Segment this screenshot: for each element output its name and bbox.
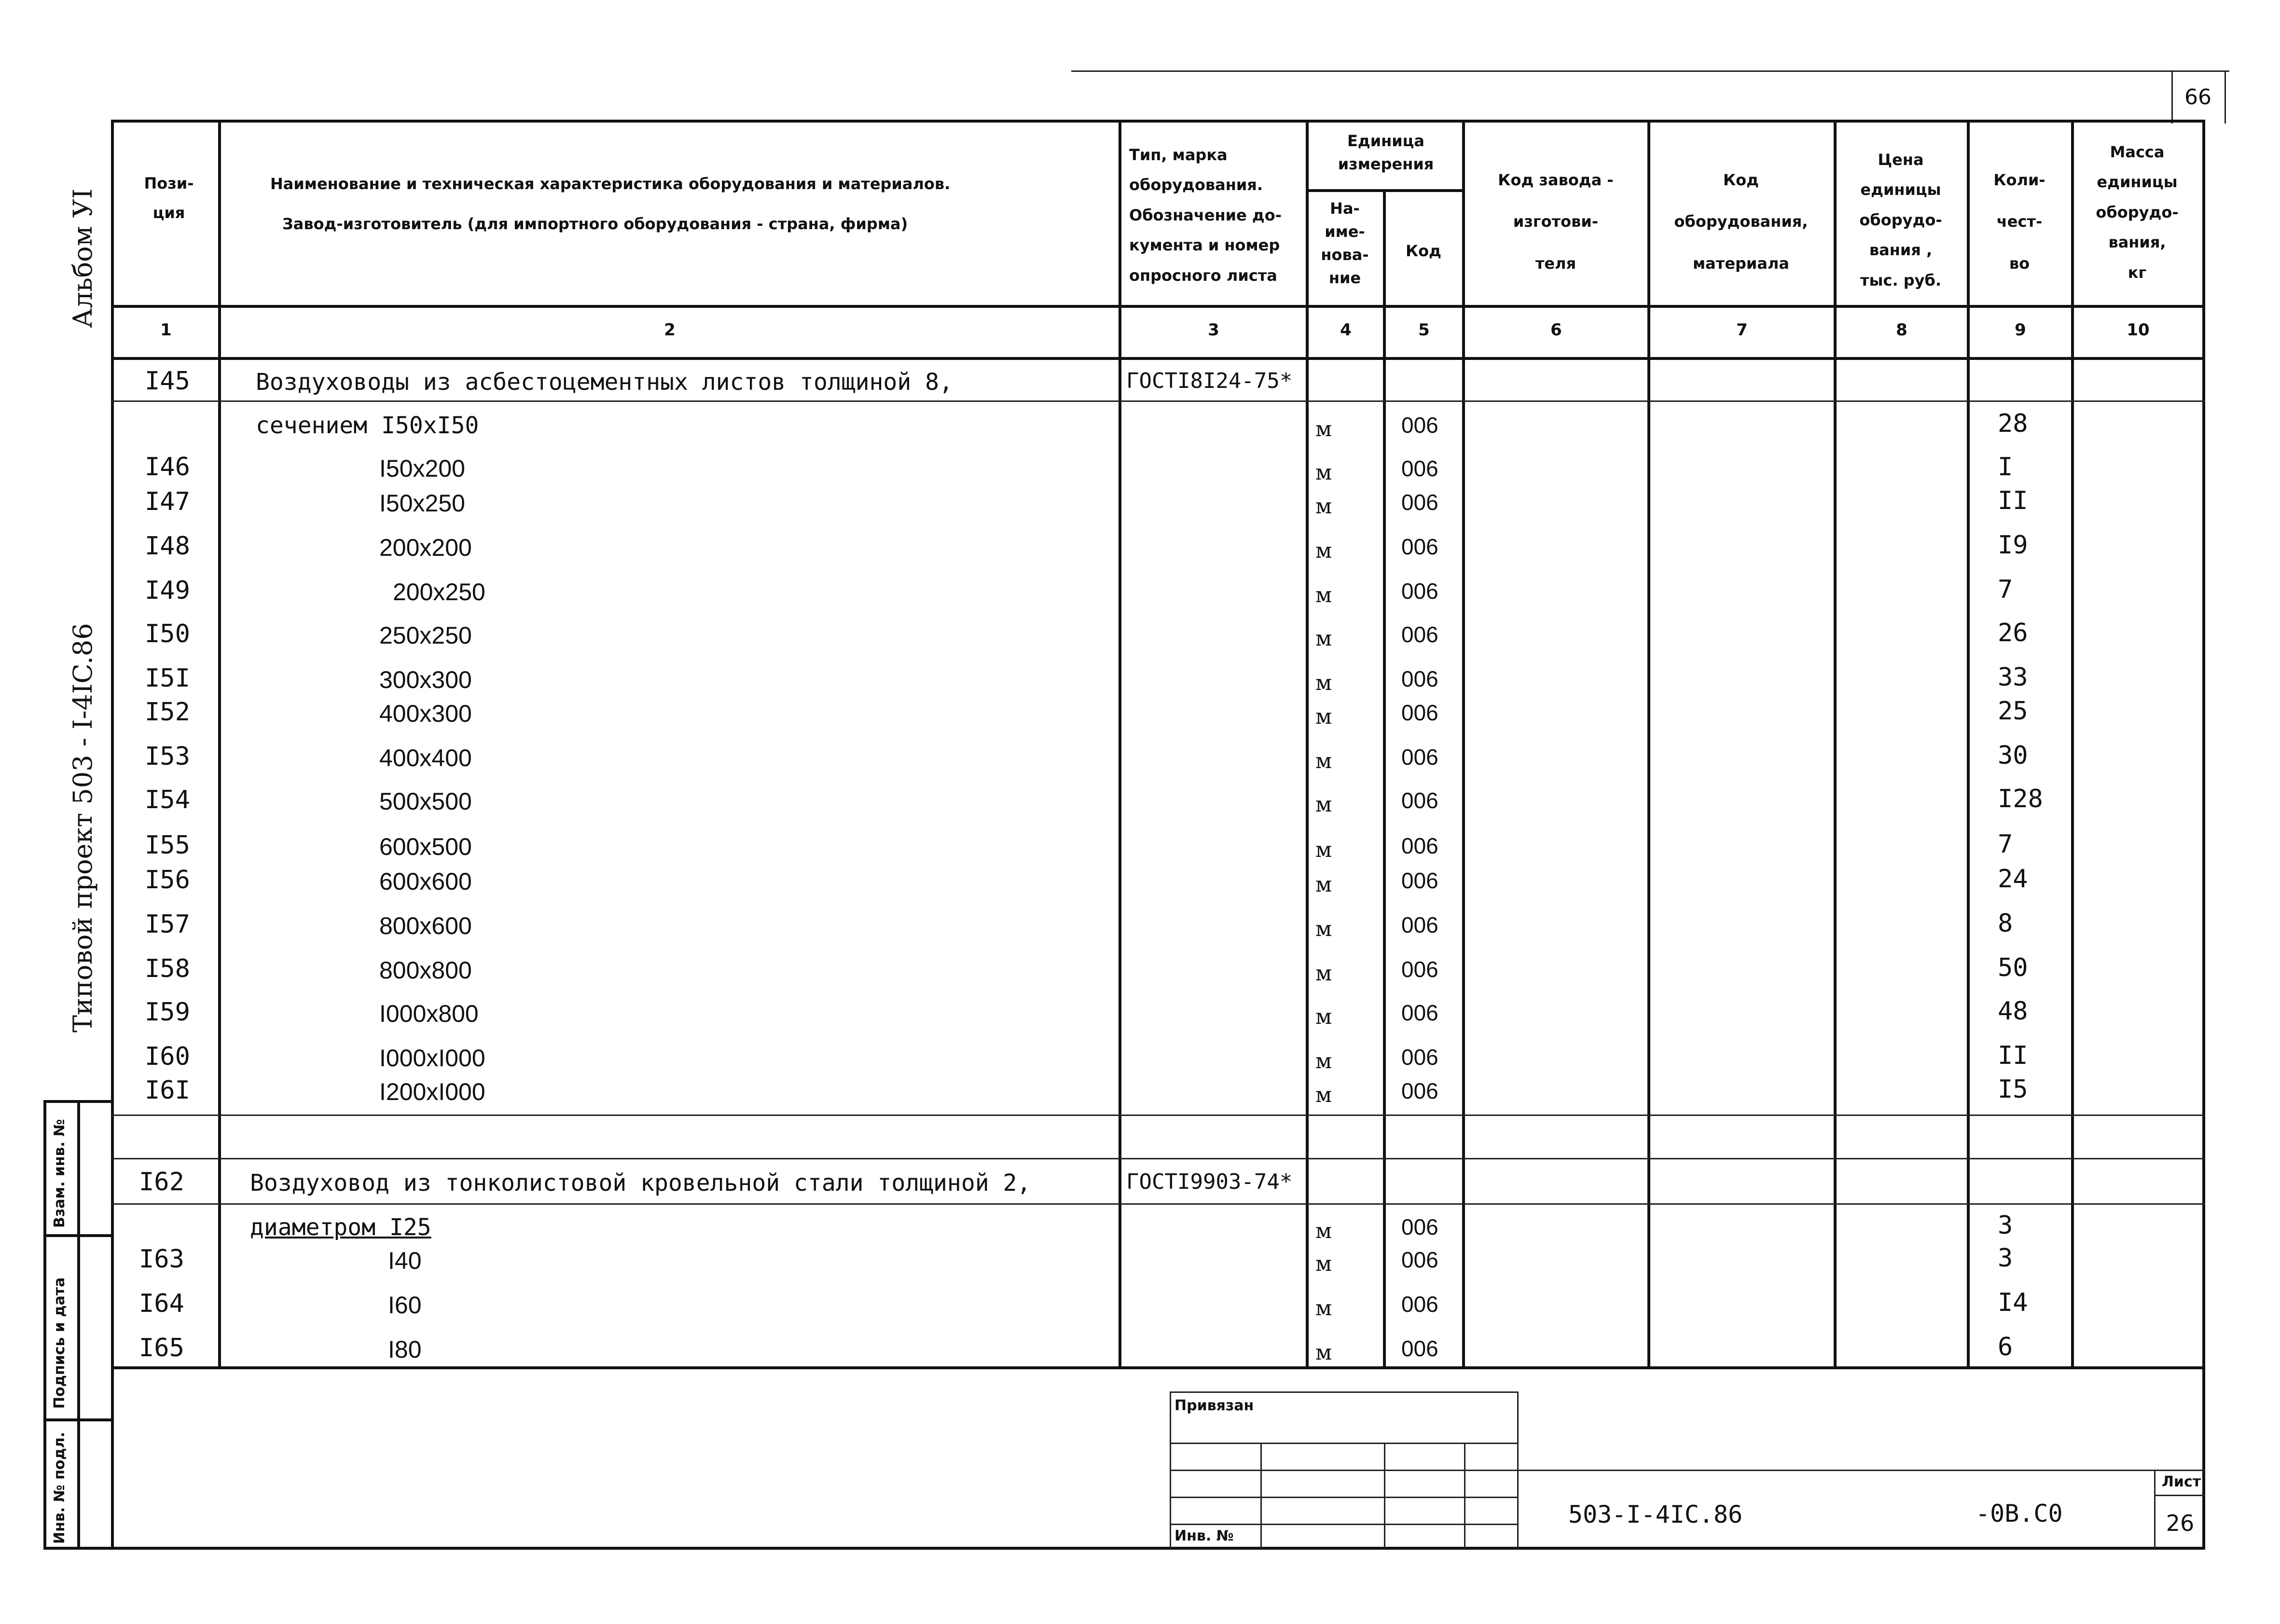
row-quantity: I5 <box>1998 1075 2028 1104</box>
header-col1: Пози- ция <box>144 174 194 222</box>
row-name: Воздуховоды из асбестоцементных листов толщиной 8, <box>256 369 953 396</box>
row-code: 006 <box>1401 1292 1438 1317</box>
row-unit: м <box>1315 1083 1332 1107</box>
row-position: I6I <box>145 1076 190 1105</box>
row-unit: м <box>1315 1252 1332 1276</box>
row-unit: м <box>1315 538 1332 563</box>
row-quantity: 3 <box>1998 1244 2013 1273</box>
row-position: I55 <box>145 831 190 860</box>
row-unit: м <box>1315 1005 1332 1029</box>
row-unit: м <box>1315 1340 1332 1365</box>
row-position: I58 <box>145 954 190 983</box>
header-col6: Код завода - изготови- теля <box>1498 171 1614 273</box>
row-name: 800x600 <box>379 912 472 939</box>
row-unit: м <box>1315 704 1332 729</box>
row-name: диаметром I25 <box>250 1214 431 1241</box>
row-quantity: II <box>1998 1041 2028 1070</box>
row-quantity: I28 <box>1998 784 2043 813</box>
row-name: 200x250 <box>393 578 485 606</box>
row-name: 600x500 <box>379 833 472 860</box>
header-unit-group: Единица измерения <box>1338 132 1434 173</box>
row-position: I57 <box>145 910 190 939</box>
row-position: I49 <box>145 576 190 605</box>
row-code: 006 <box>1401 456 1438 481</box>
row-quantity: 48 <box>1998 997 2028 1026</box>
row-name: 400x400 <box>379 744 472 771</box>
row-unit: м <box>1315 494 1332 519</box>
row-code: 006 <box>1401 1078 1438 1103</box>
colnum-4: 4 <box>1340 320 1352 340</box>
row-quantity: I9 <box>1998 531 2028 560</box>
signature-date-label: Подпись и дата <box>51 1277 68 1409</box>
colnum-6: 6 <box>1550 320 1562 340</box>
row-unit: м <box>1315 583 1332 607</box>
header-col7: Код оборудования, материала <box>1674 171 1808 273</box>
header-col4: На- име- нова- ние <box>1321 199 1369 287</box>
album-label: Альбом УI <box>68 188 98 328</box>
row-quantity: 33 <box>1998 663 2028 692</box>
row-unit: м <box>1315 792 1332 817</box>
row-code: 006 <box>1401 1247 1438 1272</box>
colnum-8: 8 <box>1896 320 1907 340</box>
row-unit: м <box>1315 417 1332 441</box>
row-code: 006 <box>1401 578 1438 604</box>
row-quantity: 8 <box>1998 909 2013 938</box>
row-name: 200x200 <box>379 534 472 561</box>
row-unit: м <box>1315 838 1332 862</box>
row-code: 006 <box>1401 666 1438 691</box>
row-name: сечением I50xI50 <box>256 412 479 439</box>
vzam-inv-label: Взам. инв. № <box>51 1119 68 1228</box>
row-name: 250x250 <box>379 622 472 649</box>
row-quantity: 7 <box>1998 575 2013 604</box>
row-name: 400x300 <box>379 700 472 727</box>
row-quantity: 24 <box>1998 865 2028 894</box>
sheet-number: 26 <box>2166 1510 2195 1536</box>
header-col10: Масса единицы оборудо- вания, кг <box>2096 143 2179 282</box>
row-unit: м <box>1315 917 1332 941</box>
row-position: I59 <box>145 998 190 1027</box>
row-code: 006 <box>1401 1045 1438 1070</box>
row-name: I50x250 <box>379 490 465 517</box>
row-code: 006 <box>1401 490 1438 515</box>
row-position: I63 <box>139 1245 184 1274</box>
colnum-2: 2 <box>664 320 676 340</box>
row-name: I200xI000 <box>379 1078 485 1105</box>
inv-no-label: Инв. № <box>1175 1528 1234 1544</box>
row-unit: м <box>1315 626 1332 651</box>
row-position: I56 <box>145 866 190 895</box>
row-position: I45 <box>145 367 190 396</box>
row-position: I47 <box>145 487 190 516</box>
sheet-label: Лист <box>2162 1473 2201 1490</box>
colnum-1: 1 <box>160 320 172 340</box>
row-code: 006 <box>1401 622 1438 647</box>
row-unit: м <box>1315 749 1332 773</box>
row-unit: м <box>1315 1049 1332 1073</box>
row-name: I60 <box>388 1292 422 1319</box>
row-quantity: 6 <box>1998 1333 2013 1362</box>
row-code: 006 <box>1401 957 1438 982</box>
page-number: 66 <box>2184 85 2211 110</box>
header-col8: Цена единицы оборудо- вания , тыс. руб. <box>1859 151 1942 289</box>
row-code: 006 <box>1401 912 1438 937</box>
row-unit: м <box>1315 872 1332 897</box>
colnum-7: 7 <box>1736 320 1748 340</box>
colnum-10: 10 <box>2127 320 2150 340</box>
privyazan-label: Привязан <box>1175 1397 1254 1414</box>
row-quantity: I <box>1998 453 2013 482</box>
row-unit: м <box>1315 671 1332 695</box>
row-quantity: 30 <box>1998 741 2028 770</box>
document-suffix: -0B.C0 <box>1976 1500 2063 1528</box>
row-code: 006 <box>1401 833 1438 858</box>
row-name: I40 <box>388 1247 422 1274</box>
row-code: 006 <box>1401 1214 1438 1239</box>
row-position: I60 <box>145 1042 190 1071</box>
row-position: I46 <box>145 453 190 482</box>
row-name: 300x300 <box>379 666 472 693</box>
row-quantity: I4 <box>1998 1288 2028 1317</box>
colnum-5: 5 <box>1418 320 1430 340</box>
row-name: I000xI000 <box>379 1045 485 1072</box>
row-code: 006 <box>1401 1336 1438 1361</box>
row-position: I64 <box>139 1289 184 1318</box>
row-quantity: 7 <box>1998 830 2013 859</box>
row-name: 600x600 <box>379 868 472 895</box>
row-unit: м <box>1315 961 1332 986</box>
row-position: I65 <box>139 1334 184 1363</box>
row-code: 006 <box>1401 534 1438 559</box>
row-position: I54 <box>145 785 190 814</box>
row-quantity: 26 <box>1998 619 2028 647</box>
row-name: I80 <box>388 1336 422 1363</box>
row-name: I000x800 <box>379 1000 479 1027</box>
row-name: Воздуховод из тонколистовой кровельной стали толщиной 2, <box>250 1170 1031 1197</box>
row-type: ГОСТI8I24-75* <box>1126 369 1293 393</box>
project-label: Типовой проект 503 - I-4IC.86 <box>68 623 98 1032</box>
row-quantity: II <box>1998 486 2028 515</box>
header-col2: Наименование и техническая характеристика оборудования и материалов. Завод-изготовитель (для импортного оборудования - страна, фирма) <box>270 175 951 234</box>
row-quantity: 50 <box>1998 953 2028 982</box>
colnum-9: 9 <box>2015 320 2026 340</box>
inv-podl-label: Инв. № подл. <box>51 1431 68 1544</box>
row-unit: м <box>1315 1296 1332 1321</box>
row-quantity: 28 <box>1998 409 2028 438</box>
row-position: I53 <box>145 742 190 771</box>
document-code: 503-I-4IC.86 <box>1568 1500 1743 1528</box>
row-name: I50x200 <box>379 455 465 482</box>
row-type: ГОСТI9903-74* <box>1126 1170 1293 1194</box>
row-code: 006 <box>1401 868 1438 893</box>
row-unit: м <box>1315 460 1332 485</box>
row-quantity: 25 <box>1998 697 2028 726</box>
row-position: I50 <box>145 619 190 648</box>
header-col5: Код <box>1406 242 1441 260</box>
row-code: 006 <box>1401 1000 1438 1025</box>
row-code: 006 <box>1401 788 1438 813</box>
row-position: I62 <box>139 1168 184 1197</box>
row-position: I48 <box>145 532 190 561</box>
row-name: 500x500 <box>379 788 472 815</box>
row-name: 800x800 <box>379 957 472 984</box>
row-position: I5I <box>145 664 190 693</box>
row-position: I52 <box>145 698 190 727</box>
row-quantity: 3 <box>1998 1211 2013 1240</box>
colnum-3: 3 <box>1208 320 1219 340</box>
row-code: 006 <box>1401 413 1438 438</box>
row-unit: м <box>1315 1219 1332 1243</box>
header-col3: Тип, марка оборудования. Обозначение до- кумента и номер опросного листа <box>1129 146 1282 285</box>
header-col9: Коли- чест- во <box>1993 171 2045 273</box>
row-code: 006 <box>1401 700 1438 725</box>
row-code: 006 <box>1401 744 1438 770</box>
